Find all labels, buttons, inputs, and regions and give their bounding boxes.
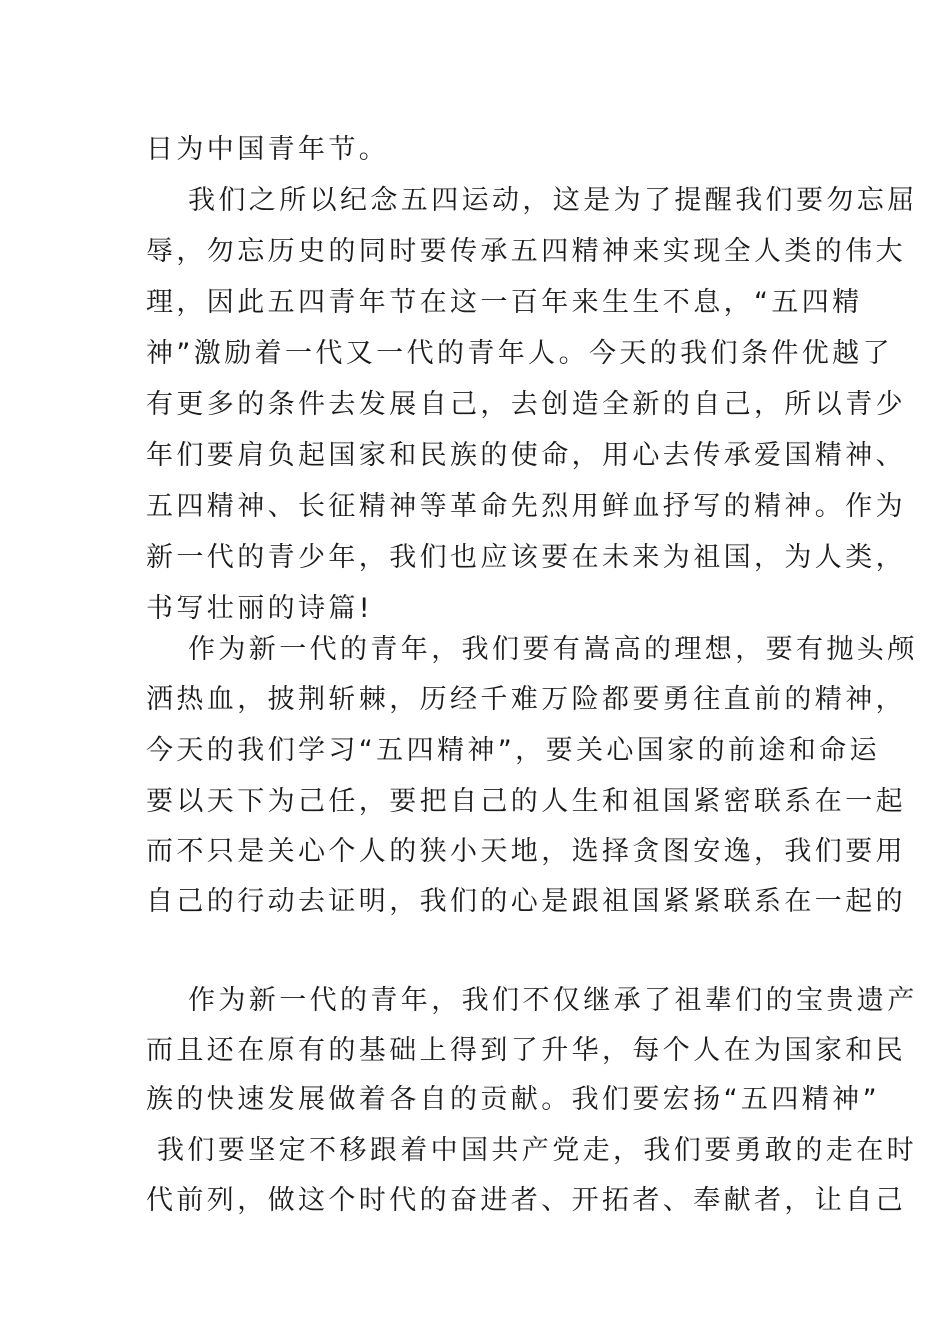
text-line: 日为中国青年节。: [146, 134, 390, 165]
text-line: 族的快速发展做着各自的贡献。我们要宏扬“五四精神”: [146, 1084, 880, 1115]
text-line: 神”激励着一代又一代的青年人。今天的我们条件优越了: [146, 338, 893, 369]
paragraph-first-line: 作为新一代的青年，我们不仅继承了祖辈们的宝贵遗产: [188, 985, 918, 1016]
text-line: 今天的我们学习“五四精神”，要关心国家的前途和命运: [146, 735, 880, 766]
text-line: 理，因此五四青年节在这一百年来生生不息，“五四精: [146, 287, 863, 318]
text-line: 自己的行动去证明，我们的心是跟祖国紧紧联系在一起的: [146, 886, 906, 917]
text-line: 五四精神、长征精神等革命先烈用鲜血抒写的精神。作为: [146, 491, 906, 522]
text-line: 有更多的条件去发展自己，去创造全新的自己，所以青少: [146, 389, 906, 420]
text-line: 洒热血，披荆斩棘，历经千难万险都要勇往直前的精神，: [146, 684, 906, 715]
text-line: 新一代的青少年，我们也应该要在未来为祖国，为人类，: [146, 542, 906, 573]
text-line: 辱，勿忘历史的同时要传承五四精神来实现全人类的伟大: [146, 236, 906, 267]
text-line: 书写壮丽的诗篇!: [146, 593, 374, 624]
text-line: 代前列，做这个时代的奋进者、开拓者、奉献者，让自己: [146, 1185, 906, 1216]
paragraph-first-line: 作为新一代的青年，我们要有嵩高的理想，要有抛头颅: [188, 634, 918, 665]
paragraph-first-line: 我们之所以纪念五四运动，这是为了提醒我们要勿忘屈: [188, 185, 918, 216]
text-line: 年们要肩负起国家和民族的使命，用心去传承爱国精神、: [146, 440, 906, 471]
text-line: 而不只是关心个人的狭小天地，选择贪图安逸，我们要用: [146, 836, 906, 867]
text-line: 要以天下为己任，要把自己的人生和祖国紧密联系在一起: [146, 786, 906, 817]
text-line: 我们要坚定不移跟着中国共产党走，我们要勇敢的走在时: [157, 1135, 917, 1166]
text-line: 而且还在原有的基础上得到了升华，每个人在为国家和民: [146, 1035, 906, 1066]
